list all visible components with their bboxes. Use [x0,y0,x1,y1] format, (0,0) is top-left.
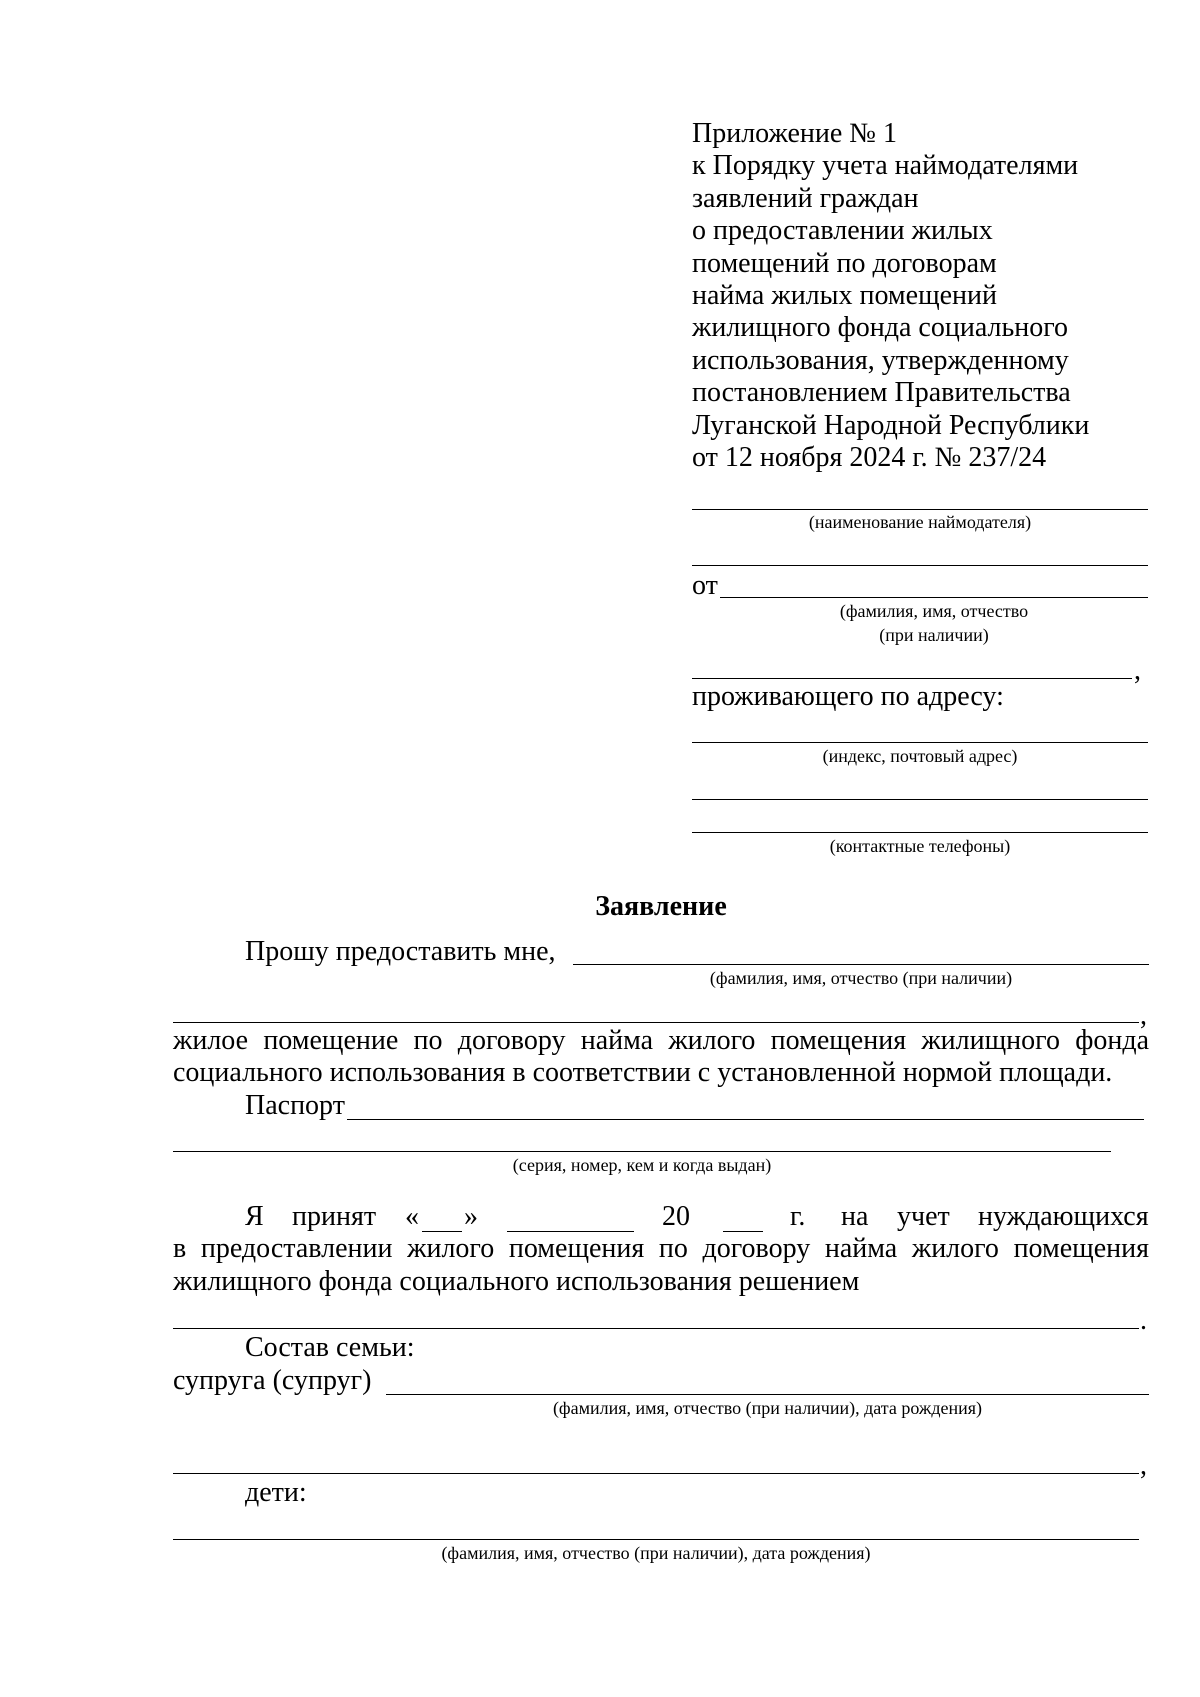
accepted-line-2: в предоставлении жилого помещения по договору найма жилого помещения [173,1233,1149,1264]
accepted-word-ya: Я [245,1201,264,1232]
decision-field[interactable] [173,1328,1139,1329]
accepted-word-prinyat: принят [292,1201,377,1232]
header-line: от 12 ноября 2024 г. № 237/24 [692,442,1047,474]
year-prefix: 20 [662,1201,690,1232]
header-line: Луганской Народной Республики [692,409,1090,441]
phones-caption: (контактные телефоны) [829,836,1011,856]
spouse-field[interactable] [386,1394,1149,1395]
children-field[interactable] [173,1539,1139,1540]
applicant-caption-line2: (при наличии) [879,625,989,645]
request-text: Прошу предоставить мне, [245,936,556,967]
request-comma: , [1140,1000,1147,1031]
body-line-1: жилое помещение по договору найма жилого помещения жилищного фонда [173,1025,1149,1056]
from-label: от [692,570,718,601]
header-line: постановлением Правительства [692,377,1071,409]
accepted-word-uchet: учет [897,1201,950,1232]
landlord-caption: (наименование наймодателя) [808,512,1032,532]
open-quote: « [405,1201,419,1232]
header-line: жилищного фонда социального [692,312,1069,344]
header-line: к Порядку учета наймодателями [692,150,1079,182]
children-caption: (фамилия, имя, отчество (при наличии), дата рождения) [441,1543,871,1563]
header-line: использования, утвержденному [692,344,1069,376]
decision-period: . [1140,1305,1147,1336]
statement-title: Заявление [595,891,727,922]
passport-caption: (серия, номер, кем и когда выдан) [512,1155,772,1175]
header-line: помещений по договорам [692,247,997,279]
request-caption: (фамилия, имя, отчество (при наличии) [709,968,1013,988]
landlord-name-field-2[interactable] [692,565,1148,566]
header-line: заявлений граждан [692,182,919,214]
spouse-caption: (фамилия, имя, отчество (при наличии), дата рождения) [552,1398,983,1418]
accepted-word-na: на [841,1201,869,1232]
phones-field[interactable] [692,832,1148,833]
month-field[interactable] [507,1231,634,1232]
day-field[interactable] [422,1231,462,1232]
recipient-name-field[interactable] [573,964,1149,965]
children-label: дети: [245,1477,307,1508]
address-field[interactable] [692,742,1148,743]
residing-label: проживающего по адресу: [692,681,1004,712]
applicant-comma: , [1134,655,1141,686]
body-line-2: социального использования в соответствии с установленной нормой площади. [173,1057,1113,1088]
spouse-field-2[interactable] [173,1473,1139,1474]
header-line: о предоставлении жилых [692,215,993,247]
applicant-name-field-2[interactable] [692,678,1132,679]
landlord-name-field[interactable] [692,509,1148,510]
year-field[interactable] [723,1231,763,1232]
passport-field[interactable] [347,1119,1144,1120]
accepted-word-nuzhd: нуждающихся [978,1201,1149,1232]
address-caption: (индекс, почтовый адрес) [822,746,1018,766]
address-field-2[interactable] [692,799,1148,800]
spouse-comma: , [1140,1450,1147,1481]
recipient-name-field-2[interactable] [173,1022,1139,1023]
family-label: Состав семьи: [245,1332,415,1363]
close-quote: » [464,1201,478,1232]
passport-label: Паспорт [245,1090,345,1121]
header-line: Приложение № 1 [692,118,897,149]
accepted-line-3: жилищного фонда социального использования решением [173,1266,860,1297]
passport-field-2[interactable] [173,1151,1111,1152]
applicant-caption-line1: (фамилия, имя, отчество [839,601,1029,621]
spouse-label: супруга (супруг) [173,1365,372,1396]
appendix-header [692,118,1089,474]
header-line: найма жилых помещений [692,280,998,312]
applicant-name-field[interactable] [720,597,1148,598]
accepted-word-g: г. [790,1201,806,1232]
